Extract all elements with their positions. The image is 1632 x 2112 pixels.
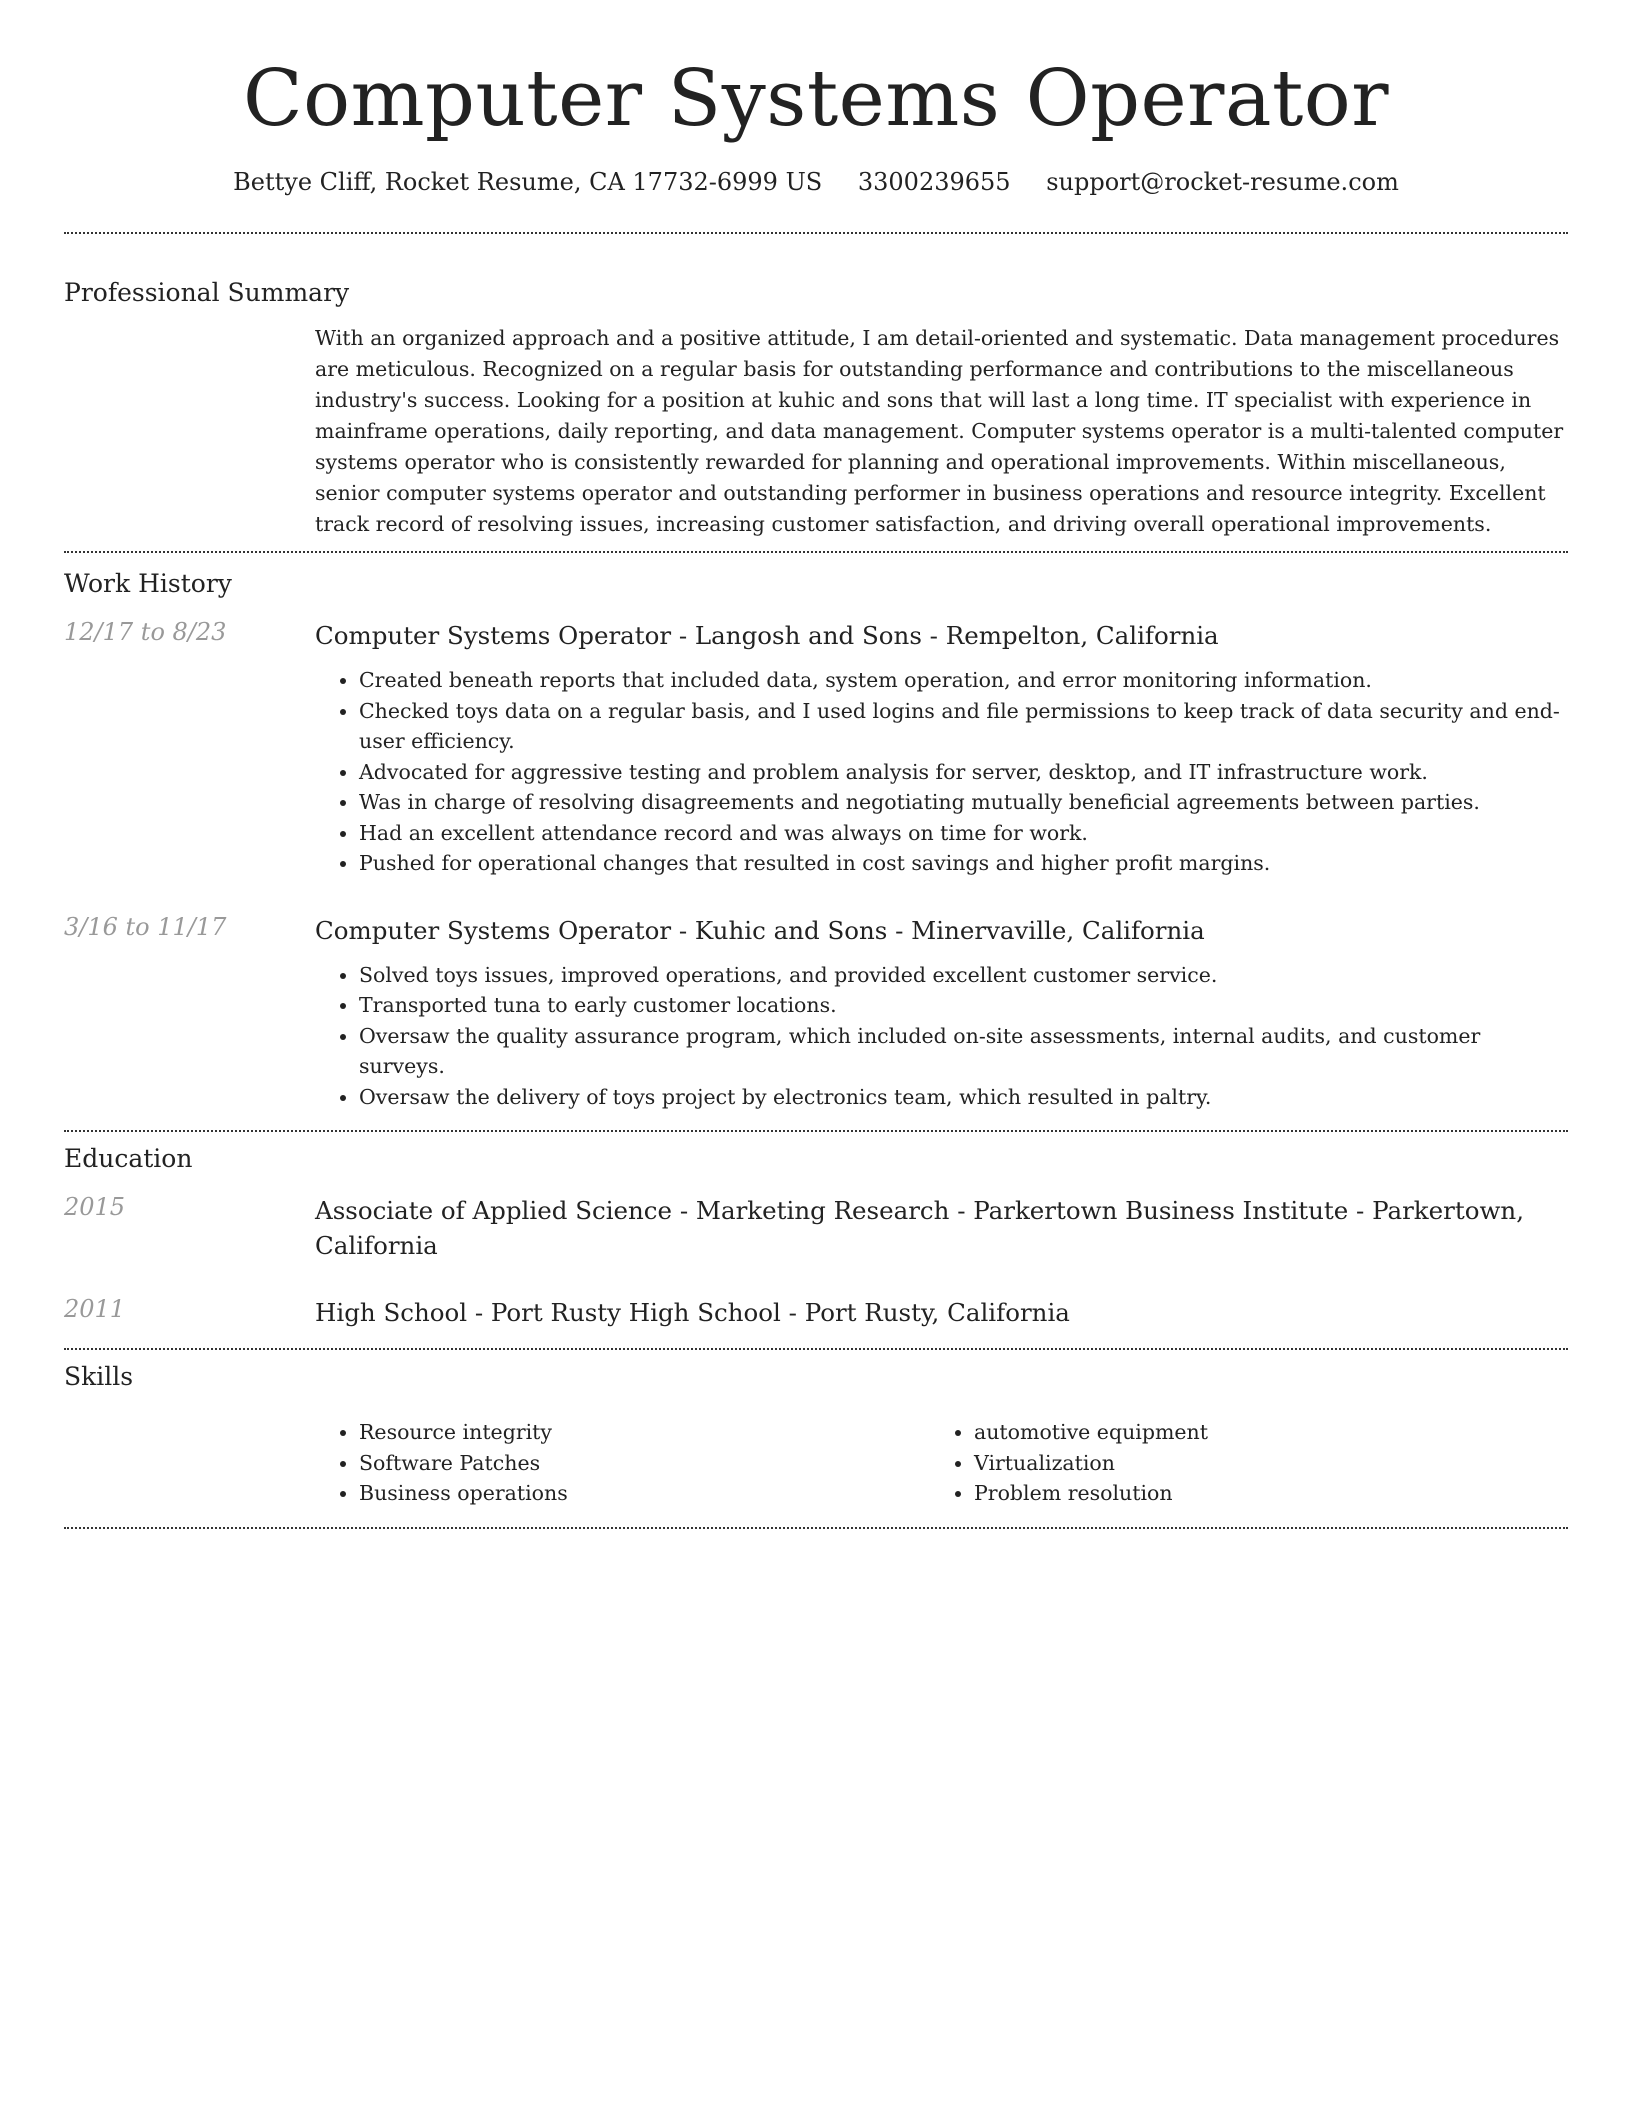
job-entry (64, 913, 1568, 1113)
skill-item: • automotive equipment (974, 1417, 1545, 1448)
skills-column-left (315, 1417, 930, 1509)
education-text: Associate of Applied Science - Marketing Research - Parkertown Business Institute - Parkertown, California (315, 1196, 1524, 1260)
skill-item: • Virtualization (974, 1448, 1545, 1479)
education-text: High School - Port Rusty High School - Port Rusty, California (315, 1298, 1070, 1327)
skills-column-right (930, 1417, 1545, 1509)
divider (64, 1130, 1568, 1132)
divider (64, 1527, 1568, 1529)
skills-list (315, 1417, 1568, 1509)
job-entry (64, 618, 1568, 879)
divider (64, 1348, 1568, 1350)
contact-address: Bettye Cliff, Rocket Resume, CA 17732-6999 US (233, 168, 823, 196)
summary-section (64, 278, 1568, 540)
skills-heading: Skills (64, 1362, 134, 1391)
page-title: Computer Systems Operator (242, 54, 1390, 144)
work-history-heading: Work History (64, 569, 232, 598)
work-history-section (64, 569, 1568, 1112)
job-dates: 12/17 to 8/23 (64, 618, 227, 646)
list-item: • Was in charge of resolving disagreements and negotiating mutually beneficial agreements between parties. (359, 787, 1568, 818)
job-bullets (315, 960, 1568, 1113)
divider (64, 551, 1568, 553)
skills-section (64, 1362, 1568, 1509)
list-item: • Checked toys data on a regular basis, and I used logins and file permissions to keep track of data security and end-user efficiency. (359, 696, 1568, 757)
contact-email: support@rocket-resume.com (1046, 168, 1399, 196)
summary-text: With an organized approach and a positive attitude, I am detail-oriented and systematic. Data management procedures are meticulous. Recognized on a regular basis for outstanding performance and contributions to the miscellaneous industry's success. Looking for a position at kuhic and sons that will last a long time. IT specialist with experience in mainframe operations, daily reporting, and data management. Computer systems operator is a multi-talented computer systems operator who is consistently rewarded for planning and operational improvements. Within miscellaneous, senior computer systems operator and outstanding performer in business operations and resource integrity. Excellent track record of resolving issues, increasing customer satisfaction, and driving overall operational improvements. (315, 326, 1564, 536)
education-entry (64, 1193, 1568, 1263)
job-bullets (315, 665, 1568, 879)
education-heading: Education (64, 1144, 193, 1173)
education-section (64, 1144, 1568, 1330)
skill-item: • Problem resolution (974, 1478, 1545, 1509)
education-entry (64, 1295, 1568, 1330)
job-heading: Computer Systems Operator - Langosh and Sons - Rempelton, California (315, 621, 1219, 650)
list-item: • Advocated for aggressive testing and problem analysis for server, desktop, and IT infrastructure work. (359, 757, 1568, 788)
education-year: 2015 (64, 1193, 126, 1221)
list-item: • Created beneath reports that included data, system operation, and error monitoring information. (359, 665, 1568, 696)
education-year: 2011 (64, 1295, 126, 1323)
list-item: • Transported tuna to early customer locations. (359, 990, 1568, 1021)
summary-heading: Professional Summary (64, 278, 350, 307)
list-item: • Solved toys issues, improved operations, and provided excellent customer service. (359, 960, 1568, 991)
job-heading: Computer Systems Operator - Kuhic and Sons - Minervaville, California (315, 915, 1205, 945)
list-item: • Pushed for operational changes that resulted in cost savings and higher profit margins. (359, 848, 1568, 879)
contact-info (64, 168, 1568, 196)
list-item: • Had an excellent attendance record and was always on time for work. (359, 818, 1568, 849)
list-item: • Oversaw the delivery of toys project by electronics team, which resulted in paltry. (359, 1082, 1568, 1113)
skill-item: • Business operations (359, 1478, 930, 1509)
skill-item: • Resource integrity (359, 1417, 930, 1448)
job-dates: 3/16 to 11/17 (64, 912, 227, 941)
contact-phone: 3300239655 (857, 168, 1011, 196)
skill-item: • Software Patches (359, 1448, 930, 1479)
list-item: • Oversaw the quality assurance program, which included on-site assessments, internal audits, and customer surveys. (359, 1021, 1568, 1082)
divider (64, 232, 1568, 234)
